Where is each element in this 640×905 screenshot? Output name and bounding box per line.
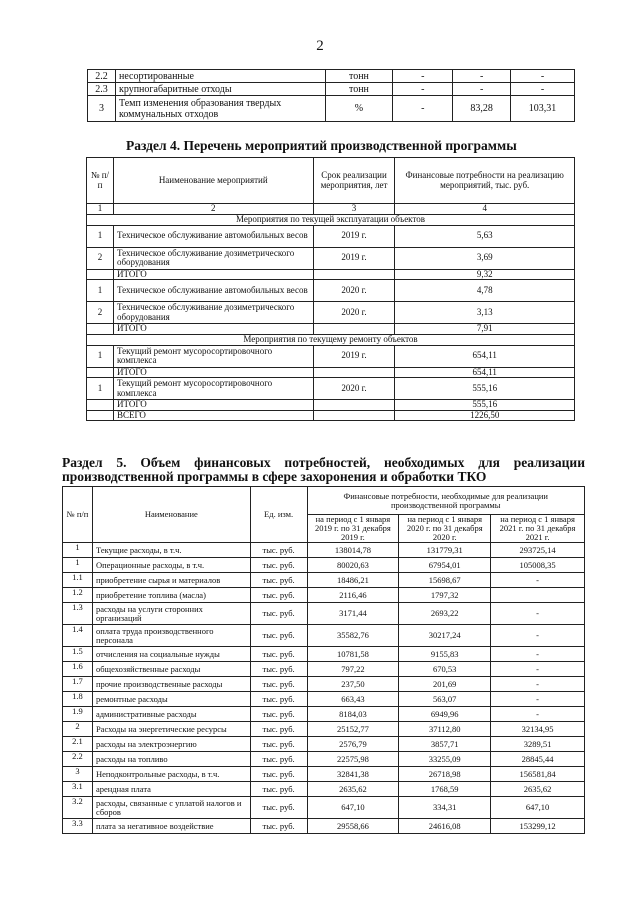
- row-unit: тыс. руб.: [250, 782, 307, 797]
- row-name: ИТОГО: [113, 324, 313, 335]
- row-name: ВСЕГО: [113, 410, 313, 421]
- row-value-2020: 670,53: [399, 662, 491, 677]
- header-row: [87, 158, 575, 204]
- row-name: несортированные: [115, 70, 325, 83]
- row-value-2021: -: [491, 603, 585, 625]
- row-value-2021: [491, 588, 585, 603]
- row-value-3: -: [511, 70, 575, 83]
- row-value-2020: 15698,67: [399, 573, 491, 588]
- row-name: Операционные расходы, в т.ч.: [92, 558, 250, 573]
- row-name: Неподконтрольные расходы, в т.ч.: [92, 767, 250, 782]
- table-row: [63, 767, 585, 782]
- row-value-2020: 67954,01: [399, 558, 491, 573]
- row-name: арендная плата: [92, 782, 250, 797]
- row-value-1: -: [393, 83, 453, 96]
- row-name: Текущие расходы, в т.ч.: [92, 543, 250, 558]
- row-number: 1.6: [63, 662, 93, 677]
- row-unit: тыс. руб.: [250, 647, 307, 662]
- table-row: [88, 83, 575, 96]
- row-number: 3.1: [63, 782, 93, 797]
- table-row: [87, 302, 575, 324]
- table-row: [63, 722, 585, 737]
- row-unit: %: [325, 96, 393, 122]
- row-value-2020: 24616,08: [399, 819, 491, 834]
- row-value-1: -: [393, 70, 453, 83]
- row-value-2019: 647,10: [307, 797, 399, 819]
- row-value-2021: 32134,95: [491, 722, 585, 737]
- row-unit: тыс. руб.: [250, 573, 307, 588]
- row-name: Техническое обслуживание дозиметрического оборудования: [113, 302, 313, 324]
- row-value-2020: 334,31: [399, 797, 491, 819]
- activities-table: [86, 157, 575, 421]
- row-value-3: -: [511, 83, 575, 96]
- row-unit: тыс. руб.: [250, 819, 307, 834]
- table-row: [63, 573, 585, 588]
- row-value-2020: 201,69: [399, 677, 491, 692]
- row-number: 1: [63, 558, 93, 573]
- group-title: Мероприятия по текущей эксплуатации объектов: [87, 214, 575, 225]
- table-row: [63, 692, 585, 707]
- row-number: 1: [63, 543, 93, 558]
- row-value-2019: 18486,21: [307, 573, 399, 588]
- row-unit: тонн: [325, 83, 393, 96]
- row-number: 3: [88, 96, 116, 122]
- row-value-2: 83,28: [453, 96, 511, 122]
- row-value-2020: 30217,24: [399, 625, 491, 647]
- row-number: 1: [87, 280, 114, 302]
- group-title: Мероприятия по текущему ремонту объектов: [87, 334, 575, 345]
- table-row: [63, 677, 585, 692]
- row-number: [87, 400, 114, 411]
- col-header-term: Срок реализации мероприятия, лет: [313, 158, 395, 204]
- row-number: 3.2: [63, 797, 93, 819]
- row-value-2019: 35582,76: [307, 625, 399, 647]
- row-value-2021: -: [491, 625, 585, 647]
- row-value-2021: 105008,35: [491, 558, 585, 573]
- row-value-2021: 28845,44: [491, 752, 585, 767]
- row-year: 2020 г.: [313, 280, 395, 302]
- finance-table-body: [63, 543, 585, 834]
- row-name: приобретение топлива (масла): [92, 588, 250, 603]
- row-unit: тыс. руб.: [250, 752, 307, 767]
- row-year: 2019 г.: [313, 345, 395, 367]
- row-value: 555,16: [395, 400, 575, 411]
- col-header-name: Наименование: [92, 487, 250, 543]
- row-number: 2.3: [88, 83, 116, 96]
- row-year: [313, 400, 395, 411]
- row-value-2021: -: [491, 662, 585, 677]
- section5-heading-line1: Раздел 5. Объем финансовых потребностей, необходимых для реализации: [62, 455, 585, 470]
- table-row: [63, 737, 585, 752]
- col-number: 3: [313, 204, 395, 215]
- targets-table: [87, 69, 575, 122]
- row-number: 2: [87, 247, 114, 269]
- table-row: [63, 707, 585, 722]
- row-number: 1.2: [63, 588, 93, 603]
- col-header-finance: Финансовые потребности, необходимые для реализации производственной программы: [307, 487, 584, 515]
- table-row: [63, 819, 585, 834]
- table-row: [63, 782, 585, 797]
- row-name: ИТОГО: [113, 367, 313, 378]
- row-name: приобретение сырья и материалов: [92, 573, 250, 588]
- row-value-2019: 2576,79: [307, 737, 399, 752]
- row-value-2021: -: [491, 692, 585, 707]
- row-value-2020: 33255,09: [399, 752, 491, 767]
- table-row: [87, 280, 575, 302]
- table-row: [63, 647, 585, 662]
- row-value-2019: 237,50: [307, 677, 399, 692]
- row-unit: тыс. руб.: [250, 737, 307, 752]
- header-row: [63, 487, 585, 515]
- row-name: расходы на электроэнергию: [92, 737, 250, 752]
- row-value: 3,13: [395, 302, 575, 324]
- row-value-2020: 6949,96: [399, 707, 491, 722]
- row-number: 1: [87, 225, 114, 247]
- row-number: 1.7: [63, 677, 93, 692]
- table-row: [63, 662, 585, 677]
- row-year: [313, 410, 395, 421]
- row-unit: тыс. руб.: [250, 677, 307, 692]
- row-value-2019: 80020,63: [307, 558, 399, 573]
- row-number: 2.1: [63, 737, 93, 752]
- row-unit: тыс. руб.: [250, 707, 307, 722]
- row-year: [313, 324, 395, 335]
- row-name: Текущий ремонт мусоросортировочного комплекса: [113, 378, 313, 400]
- row-value: 1226,50: [395, 410, 575, 421]
- finance-table: [62, 486, 585, 834]
- row-number: 1.3: [63, 603, 93, 625]
- row-number: 2.2: [63, 752, 93, 767]
- row-value-2021: 153299,12: [491, 819, 585, 834]
- row-value: 555,16: [395, 378, 575, 400]
- row-value-2021: -: [491, 707, 585, 722]
- row-number: [87, 269, 114, 280]
- table-row: [88, 96, 575, 122]
- row-value-2: -: [453, 70, 511, 83]
- table-row: [63, 797, 585, 819]
- row-name: прочие производственные расходы: [92, 677, 250, 692]
- row-name: общехозяйственные расходы: [92, 662, 250, 677]
- row-value-2021: -: [491, 573, 585, 588]
- row-value-2021: 293725,14: [491, 543, 585, 558]
- col-header-period-2020: на период с 1 января 2020 г. по 31 декабря 2020 г.: [399, 515, 491, 543]
- row-value-2021: 647,10: [491, 797, 585, 819]
- row-value-2019: 3171,44: [307, 603, 399, 625]
- row-year: [313, 269, 395, 280]
- col-number: 2: [113, 204, 313, 215]
- row-name: расходы на топливо: [92, 752, 250, 767]
- row-value-2019: 25152,77: [307, 722, 399, 737]
- row-name: Техническое обслуживание автомобильных весов: [113, 280, 313, 302]
- table-row: [87, 324, 575, 335]
- row-value-2019: 22575,98: [307, 752, 399, 767]
- row-unit: тыс. руб.: [250, 662, 307, 677]
- row-name: плата за негативное воздействие: [92, 819, 250, 834]
- row-value-2020: 3857,71: [399, 737, 491, 752]
- row-value: 7,91: [395, 324, 575, 335]
- row-number: 1.1: [63, 573, 93, 588]
- section4-heading: Раздел 4. Перечень мероприятий производственной программы: [126, 138, 517, 153]
- row-unit: тыс. руб.: [250, 558, 307, 573]
- row-number: [87, 324, 114, 335]
- row-value-2019: 138014,78: [307, 543, 399, 558]
- row-value-2: -: [453, 83, 511, 96]
- row-value-2019: 8184,03: [307, 707, 399, 722]
- row-value-2020: 563,07: [399, 692, 491, 707]
- row-number: 1.4: [63, 625, 93, 647]
- row-value-2020: 1768,59: [399, 782, 491, 797]
- row-number: 2.2: [88, 70, 116, 83]
- col-header-finance: Финансовые потребности на реализацию мероприятий, тыс. руб.: [395, 158, 575, 204]
- page-number: 2: [316, 38, 324, 54]
- row-name: оплата труда производственного персонала: [92, 625, 250, 647]
- col-header-unit: Ед. изм.: [250, 487, 307, 543]
- col-number: 1: [87, 204, 114, 215]
- row-name: Техническое обслуживание автомобильных весов: [113, 225, 313, 247]
- row-unit: тыс. руб.: [250, 588, 307, 603]
- row-number: 3.3: [63, 819, 93, 834]
- row-unit: тыс. руб.: [250, 692, 307, 707]
- row-year: 2020 г.: [313, 378, 395, 400]
- col-header-num: № п/п: [63, 487, 93, 543]
- row-unit: тыс. руб.: [250, 722, 307, 737]
- row-number: [87, 367, 114, 378]
- row-name: ремонтные расходы: [92, 692, 250, 707]
- table-row: [87, 400, 575, 411]
- col-number: 4: [395, 204, 575, 215]
- row-value-2019: 10781,58: [307, 647, 399, 662]
- table-row: [87, 345, 575, 367]
- row-value-2021: -: [491, 647, 585, 662]
- row-value-2019: 32841,38: [307, 767, 399, 782]
- row-value: 654,11: [395, 345, 575, 367]
- table-row: [88, 70, 575, 83]
- row-year: 2019 г.: [313, 225, 395, 247]
- row-number: 2: [87, 302, 114, 324]
- row-value-2019: 663,43: [307, 692, 399, 707]
- row-value-2019: 2116,46: [307, 588, 399, 603]
- row-value: 654,11: [395, 367, 575, 378]
- row-year: [313, 367, 395, 378]
- table-row: [63, 603, 585, 625]
- row-number: 1: [87, 345, 114, 367]
- row-value: 9,32: [395, 269, 575, 280]
- table-row: [63, 625, 585, 647]
- row-number: 1: [87, 378, 114, 400]
- row-value-3: 103,31: [511, 96, 575, 122]
- table-row: [87, 378, 575, 400]
- row-name: Текущий ремонт мусоросортировочного комплекса: [113, 345, 313, 367]
- table-row: [63, 752, 585, 767]
- row-value-2020: 131779,31: [399, 543, 491, 558]
- row-value-2019: 797,22: [307, 662, 399, 677]
- row-value-2020: 9155,83: [399, 647, 491, 662]
- row-value-2020: 2693,22: [399, 603, 491, 625]
- row-number: 1.9: [63, 707, 93, 722]
- row-number: 3: [63, 767, 93, 782]
- col-header-period-2019: на период с 1 января 2019 г. по 31 декабря 2019 г.: [307, 515, 399, 543]
- row-unit: тыс. руб.: [250, 767, 307, 782]
- col-header-period-2021: на период с 1 января 2021 г. по 31 декабря 2021 г.: [491, 515, 585, 543]
- row-name: Темп изменения образования твердых коммунальных отходов: [115, 96, 325, 122]
- row-value-2019: 29558,66: [307, 819, 399, 834]
- column-numbers-row: [87, 204, 575, 215]
- col-header-num: № п/п: [87, 158, 114, 204]
- row-number: [87, 410, 114, 421]
- row-name: отчисления на социальные нужды: [92, 647, 250, 662]
- row-value-2019: 2635,62: [307, 782, 399, 797]
- row-value-2020: 26718,98: [399, 767, 491, 782]
- row-year: 2020 г.: [313, 302, 395, 324]
- row-name: расходы, связанные с уплатой налогов и сборов: [92, 797, 250, 819]
- row-unit: тонн: [325, 70, 393, 83]
- table-row: [63, 543, 585, 558]
- row-name: расходы на услуги сторонних организаций: [92, 603, 250, 625]
- table-row: [87, 269, 575, 280]
- table-row: [63, 558, 585, 573]
- row-value-2020: 1797,32: [399, 588, 491, 603]
- row-value-2021: 3289,51: [491, 737, 585, 752]
- row-value-2021: -: [491, 677, 585, 692]
- row-value-2021: 156581,84: [491, 767, 585, 782]
- table-row: [87, 367, 575, 378]
- row-number: 2: [63, 722, 93, 737]
- row-unit: тыс. руб.: [250, 797, 307, 819]
- row-name: Техническое обслуживание дозиметрического оборудования: [113, 247, 313, 269]
- table-row: [63, 588, 585, 603]
- row-name: ИТОГО: [113, 400, 313, 411]
- row-name: крупногабаритные отходы: [115, 83, 325, 96]
- row-name: административные расходы: [92, 707, 250, 722]
- row-name: ИТОГО: [113, 269, 313, 280]
- col-header-name: Наименование мероприятий: [113, 158, 313, 204]
- row-value: 3,69: [395, 247, 575, 269]
- table-row: [87, 247, 575, 269]
- row-unit: тыс. руб.: [250, 625, 307, 647]
- row-unit: тыс. руб.: [250, 543, 307, 558]
- row-name: Расходы на энергетические ресурсы: [92, 722, 250, 737]
- table-row: [87, 225, 575, 247]
- row-number: 1.8: [63, 692, 93, 707]
- row-number: 1.5: [63, 647, 93, 662]
- row-value: 4,78: [395, 280, 575, 302]
- row-value-2020: 37112,80: [399, 722, 491, 737]
- table-row: [87, 410, 575, 421]
- row-value: 5,63: [395, 225, 575, 247]
- row-value-2021: 2635,62: [491, 782, 585, 797]
- row-unit: тыс. руб.: [250, 603, 307, 625]
- row-year: 2019 г.: [313, 247, 395, 269]
- row-value-1: -: [393, 96, 453, 122]
- section5-heading-line2: производственной программы в сфере захоронения и обработки ТКО: [62, 469, 487, 484]
